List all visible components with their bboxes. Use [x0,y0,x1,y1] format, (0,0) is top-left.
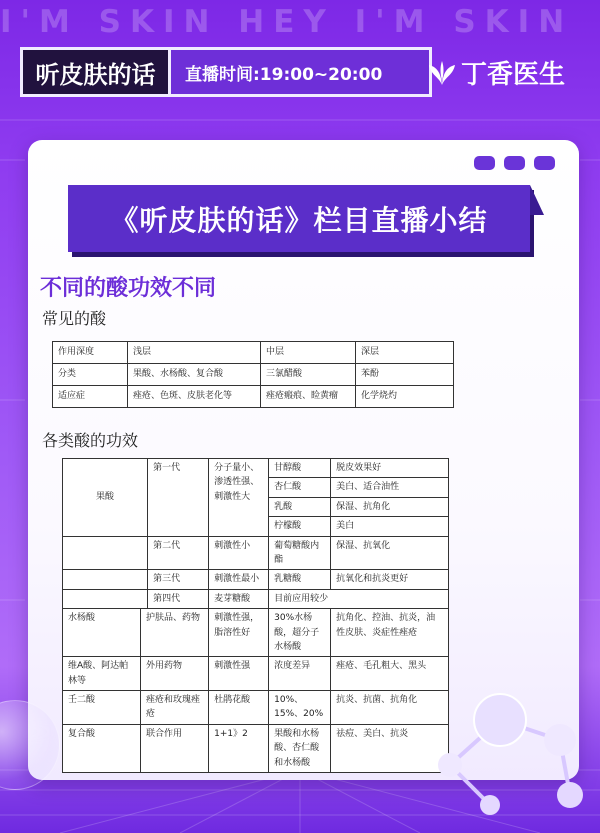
table-cell: 深层 [356,342,454,364]
control-dot [534,156,555,170]
table-cell: 果酸 [63,459,148,537]
window-controls [474,156,555,170]
control-dot [504,156,525,170]
table-cell: 复合酸 [63,724,141,772]
table-cell: 中层 [261,342,356,364]
table-cell: 刺激性强，脂溶性好 [209,609,269,657]
table-cell: 葡萄糖酸内酯 [269,536,331,570]
table-cell: 脱皮效果好 [331,459,449,478]
table-cell: 外用药物 [141,657,209,691]
table-row [53,364,454,386]
table-cell: 护肤品、药物 [141,609,209,657]
table-cell: 抗氧化和抗炎更好 [331,570,449,589]
table-cell: 刺激性最小 [209,570,269,589]
table-row [63,536,449,570]
table-cell: 第三代 [148,570,209,589]
table-cell: 抗角化、控油、抗炎，油性皮肤、炎症性痤疮 [331,609,449,657]
header-bar [20,47,432,97]
table-cell [63,589,148,608]
table-cell: 分类 [53,364,128,386]
table-cell: 痤疮、毛孔粗大、黑头 [331,657,449,691]
table-cell: 美白 [331,517,449,536]
card-banner [68,185,530,252]
table-row [63,589,449,608]
table-cell: 美白、适合油性 [331,478,449,497]
table-cell: 第二代 [148,536,209,570]
table-cell: 甘醇酸 [269,459,331,478]
table-cell: 1+1》2 [209,724,269,772]
table-cell: 刺激性小 [209,536,269,570]
table-cell: 30%水杨酸，超分子水杨酸 [269,609,331,657]
common-acids-table [52,341,454,408]
acid-effects-table [62,458,449,773]
table-row [63,570,449,589]
subheading-common-acids: 常见的酸 [42,309,107,328]
table-cell: 化学烧灼 [356,386,454,408]
table-cell: 浅层 [128,342,261,364]
table-row [53,342,454,364]
table-cell: 刺激性强 [209,657,269,691]
table-cell: 维A酸、阿达帕林等 [63,657,141,691]
table-cell: 麦芽糖酸 [209,589,269,608]
table-row [63,691,449,725]
table-cell: 第四代 [148,589,209,608]
molecule-decoration [430,680,600,833]
table-cell: 第一代 [148,459,209,537]
table-cell: 果酸、水杨酸、复合酸 [128,364,261,386]
table-row [63,459,449,478]
table-cell: 痤疮、色斑、皮肤老化等 [128,386,261,408]
table-cell: 乳糖酸 [269,570,331,589]
table-row [63,609,449,657]
table-cell: 祛痘、美白、抗炎 [331,724,449,772]
control-dot [474,156,495,170]
table-cell: 水杨酸 [63,609,141,657]
broadcast-time: 直播时间:19:00~20:00 [171,50,429,94]
dxy-logo [427,54,565,91]
table-cell: 苯酚 [356,364,454,386]
table-row [53,386,454,408]
table-cell: 分子量小、渗透性强、刺激性大 [209,459,269,537]
clove-flower-icon [427,59,457,87]
table-cell: 抗炎、抗菌、抗角化 [331,691,449,725]
banner-title: 《听皮肤的话》栏目直播小结 [110,203,488,237]
background-text: I'M SKIN HEY I'M SKIN [0,4,574,40]
table-cell: 目前应用较少 [269,589,449,608]
table-cell: 痤疮瘢痕、睑黄瘤 [261,386,356,408]
table-cell: 适应症 [53,386,128,408]
subheading-acid-effects: 各类酸的功效 [42,431,139,450]
table-cell: 乳酸 [269,497,331,516]
table-cell: 杏仁酸 [269,478,331,497]
table-cell: 三氯醋酸 [261,364,356,386]
banner-fold [530,185,544,215]
table-cell: 联合作用 [141,724,209,772]
table-cell: 浓度差异 [269,657,331,691]
table-cell: 柠檬酸 [269,517,331,536]
table-cell [63,570,148,589]
table-cell: 果酸和水杨酸、杏仁酸和水杨酸 [269,724,331,772]
table-cell: 保湿、抗氧化 [331,536,449,570]
table-cell: 10%、15%、20% [269,691,331,725]
table-row [63,657,449,691]
section-heading: 不同的酸功效不同 [40,276,217,301]
table-cell: 痤疮和玫瑰痤疮 [141,691,209,725]
table-cell: 杜鹃花酸 [209,691,269,725]
table-cell: 作用深度 [53,342,128,364]
table-cell: 壬二酸 [63,691,141,725]
table-row [63,724,449,772]
brand-title: 听皮肤的话 [23,50,171,94]
table-cell: 保湿、抗角化 [331,497,449,516]
table-cell [63,536,148,570]
logo-text: 丁香医生 [461,60,566,90]
